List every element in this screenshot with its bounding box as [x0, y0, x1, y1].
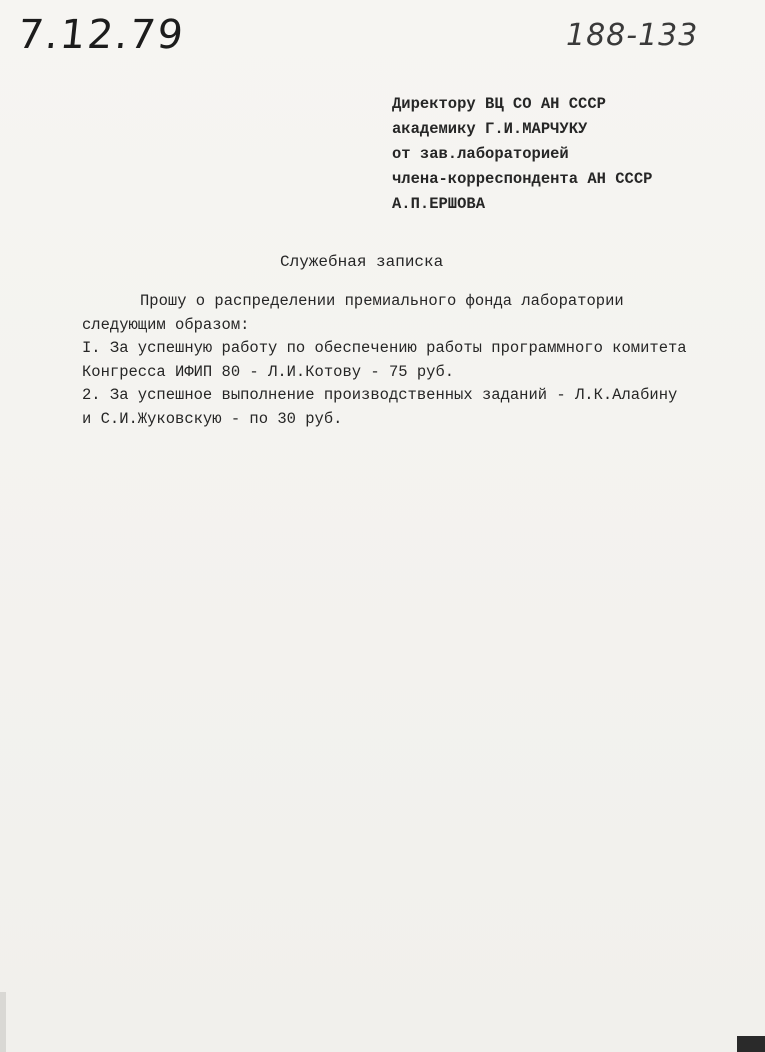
- body-line: и С.И.Жуковскую - по 30 руб.: [82, 409, 343, 428]
- body-line: следующим образом:: [82, 315, 250, 334]
- addressee-line: Директору ВЦ СО АН СССР: [392, 95, 606, 113]
- body-line: Прошу о распределении премиального фонда лаборатории: [140, 292, 624, 310]
- document-body: [82, 290, 687, 431]
- addressee-line: члена-корреспондента АН СССР: [392, 170, 653, 188]
- addressee-block: [392, 92, 652, 217]
- body-line: Конгресса ИФИП 80 - Л.И.Котову - 75 руб.: [82, 362, 455, 381]
- body-line: I. За успешную работу по обеспечению работы программного комитета: [82, 339, 687, 357]
- handwritten-date: 7.12.79: [15, 12, 188, 58]
- body-line: 2. За успешное выполнение производственных заданий - Л.К.Алабину: [82, 386, 678, 404]
- scan-edge-artifact: [0, 992, 6, 1052]
- addressee-line: академику Г.И.МАРЧУКУ: [392, 120, 588, 138]
- addressee-line: от зав.лабораторией: [392, 145, 569, 163]
- handwritten-reference-number: 188-133: [566, 18, 699, 53]
- scan-corner-artifact: [737, 1036, 765, 1052]
- addressee-line: А.П.ЕРШОВА: [392, 195, 486, 213]
- document-title: Служебная записка: [280, 253, 444, 271]
